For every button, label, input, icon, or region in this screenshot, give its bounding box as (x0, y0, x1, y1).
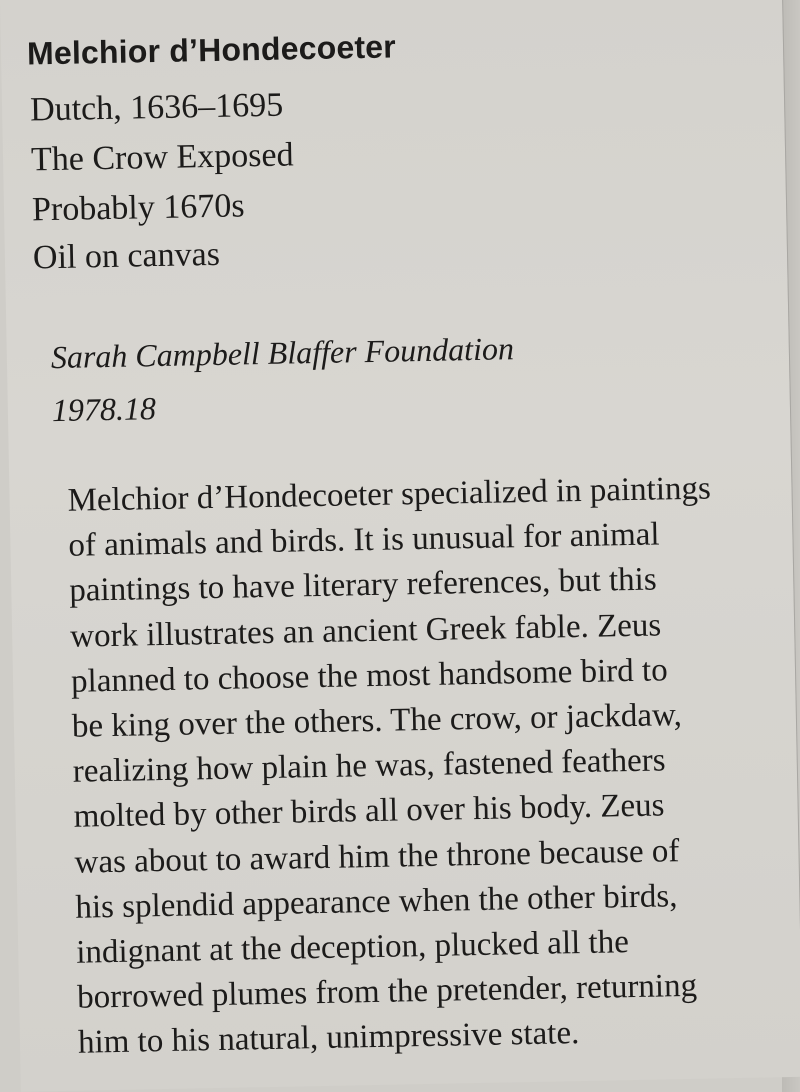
description-line: indignant at the deception, plucked all the (75, 924, 630, 971)
description-line: Melchior d’Hondecoeter specialized in paintings (67, 470, 712, 519)
artwork-medium: Oil on canvas (32, 235, 221, 277)
description-line: of animals and birds. It is unusual for animal (68, 516, 660, 564)
accession-number: 1978.18 (51, 390, 157, 429)
description-line: be king over the others. The crow, or jackdaw, (71, 697, 683, 745)
description-text (67, 465, 798, 1066)
artwork-title: The Crow Exposed (30, 136, 294, 179)
artist-name: Melchior d’Hondecoeter (26, 28, 397, 72)
description-line: work illustrates an ancient Greek fable. Zeus (69, 607, 662, 655)
description-line: borrowed plumes from the pretender, returning (76, 968, 698, 1016)
description-line: was about to award him the throne because of (74, 832, 680, 881)
description-line: him to his natural, unimpressive state. (77, 1015, 580, 1062)
description-line: paintings to have literary references, but this (69, 561, 657, 610)
artist-nationality-dates: Dutch, 1636–1695 (29, 86, 284, 129)
description-line: planned to choose the most handsome bird to (70, 652, 668, 700)
description-line: realizing how plain he was, fastened feathers (72, 742, 666, 790)
description-line: molted by other birds all over his body. Zeus (73, 787, 665, 836)
credit-line: Sarah Campbell Blaffer Foundation (50, 330, 515, 376)
artwork-date: Probably 1670s (31, 187, 245, 229)
description-line: his splendid appearance when the other birds, (75, 877, 678, 926)
